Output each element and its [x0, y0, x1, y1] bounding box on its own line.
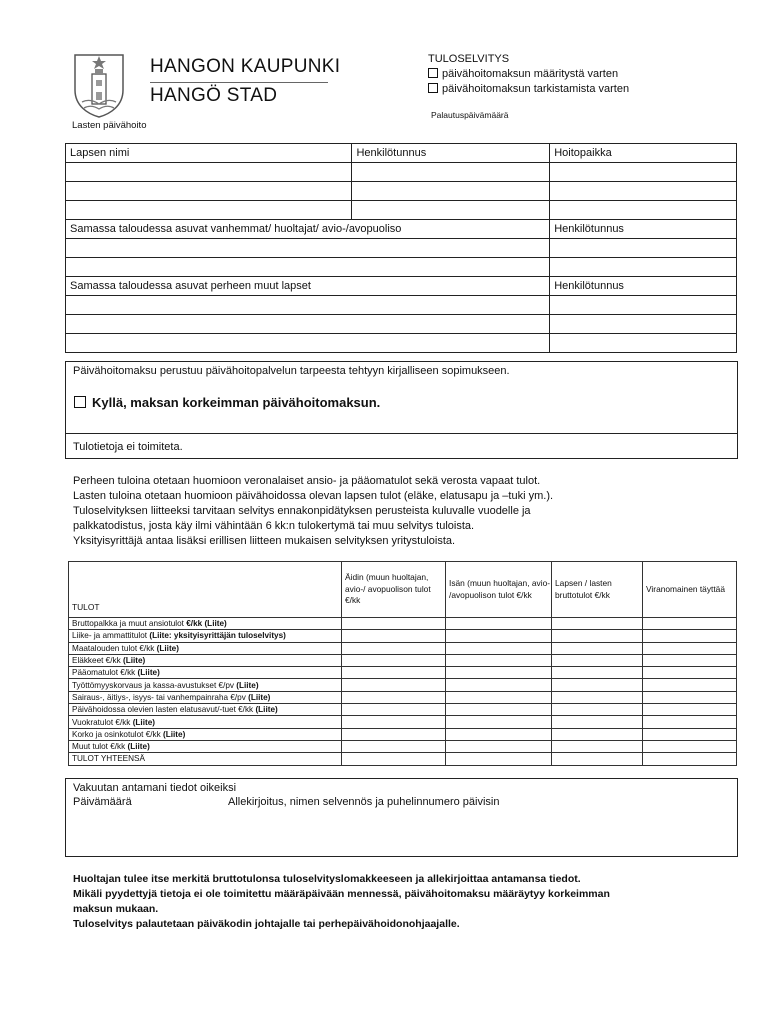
children-value-field[interactable] — [552, 716, 643, 728]
children-value-field[interactable] — [552, 740, 643, 752]
child-id-field[interactable] — [352, 182, 550, 201]
city-name-sv: HANGÖ STAD — [150, 85, 278, 106]
income-label-note: (Liite) — [156, 643, 179, 653]
parents-id-header: Henkilötunnus — [550, 220, 737, 239]
city-crest-logo — [72, 52, 126, 118]
income-label-text: Sairaus-, äitiys-, isyys- tai vanhempainraha €/pv — [72, 692, 246, 702]
income-label-text: Bruttopalkka ja muut ansiotulot — [72, 619, 184, 629]
city-name-fi: HANGON KAUPUNKI — [150, 56, 341, 77]
father-value-field[interactable] — [446, 618, 552, 630]
date-field[interactable] — [72, 813, 212, 851]
official-value-field — [643, 667, 737, 679]
father-value-field[interactable] — [446, 654, 552, 666]
table-row — [69, 704, 737, 716]
instruction-line: Tuloselvityksen liitteeksi tarvitaan selvitys ennakonpidätyksen perusteista kuluvalle vuodelle ja — [73, 505, 531, 517]
father-value-field[interactable] — [446, 728, 552, 740]
income-label — [69, 691, 342, 703]
col-child-name: Lapsen nimi — [66, 144, 352, 163]
table-row — [69, 667, 737, 679]
official-value-field — [643, 728, 737, 740]
instructions — [73, 474, 713, 549]
official-value-field — [643, 642, 737, 654]
income-label — [69, 679, 342, 691]
income-label-note: (Liite) — [132, 717, 155, 727]
official-value-field — [643, 691, 737, 703]
table-row — [69, 691, 737, 703]
children-value-field[interactable] — [552, 654, 643, 666]
col-father: Isän (muun huoltajan, avio- /avopuolison tulot €/kk — [446, 562, 552, 618]
father-value-field[interactable] — [446, 716, 552, 728]
return-date-label: Palautuspäivämäärä — [431, 110, 509, 120]
child-id-field[interactable] — [352, 163, 550, 182]
income-label-text: Vuokratulot €/kk — [72, 717, 131, 727]
form-title: TULOSELVITYS — [428, 53, 510, 65]
table-row — [69, 679, 737, 691]
other-child-name-field[interactable] — [66, 334, 550, 353]
col-child-id: Henkilötunnus — [352, 144, 550, 163]
parents-label: Samassa taloudessa asuvat vanhemmat/ huoltajat/ avio-/avopuoliso — [66, 220, 550, 239]
income-label-note: (Liite) — [236, 680, 259, 690]
city-name-divider — [150, 82, 328, 83]
checkbox-icon[interactable] — [428, 68, 438, 78]
income-label-text: Liike- ja ammattitulot — [72, 631, 148, 641]
table-row — [69, 740, 737, 752]
care-place-field[interactable] — [550, 182, 737, 201]
children-value-field[interactable] — [552, 728, 643, 740]
max-fee-label: Kyllä, maksan korkeimman päivähoitomaksun. — [92, 395, 381, 410]
date-label: Päivämäärä — [73, 796, 132, 808]
children-value-field[interactable] — [552, 691, 643, 703]
official-total-field — [643, 753, 737, 765]
official-value-field — [643, 740, 737, 752]
no-income-text: Tulotietoja ei toimiteta. — [73, 441, 183, 453]
income-table — [68, 561, 737, 766]
other-children-label: Samassa taloudessa asuvat perheen muut lapset — [66, 277, 550, 296]
income-label-note: (Liite) — [163, 729, 186, 739]
children-value-field[interactable] — [552, 704, 643, 716]
table-row — [69, 716, 737, 728]
father-value-field[interactable] — [446, 704, 552, 716]
col-income: TULOT — [69, 562, 342, 618]
table-row — [69, 630, 737, 642]
signature-box — [65, 778, 738, 857]
table-row — [66, 144, 737, 163]
income-label — [69, 654, 342, 666]
table-row — [66, 277, 737, 296]
official-value-field — [643, 654, 737, 666]
father-value-field[interactable] — [446, 667, 552, 679]
income-label — [69, 728, 342, 740]
income-label-text: Eläkkeet €/kk — [72, 656, 121, 666]
table-row — [69, 562, 737, 618]
income-label-note: (Liite) — [255, 705, 278, 715]
mother-value-field[interactable] — [342, 740, 446, 752]
table-row — [66, 239, 737, 258]
mother-value-field[interactable] — [342, 630, 446, 642]
department-label: Lasten päivähoito — [72, 120, 147, 131]
income-label-text: TULOT YHTEENSÄ — [72, 754, 145, 764]
table-row — [69, 642, 737, 654]
note-line: maksun mukaan. — [73, 903, 159, 915]
table-row — [66, 220, 737, 239]
official-value-field — [643, 704, 737, 716]
option-review-label: päivähoitomaksun tarkistamista varten — [442, 83, 630, 95]
mother-value-field[interactable] — [342, 654, 446, 666]
child-name-field[interactable] — [66, 201, 352, 220]
children-value-field[interactable] — [552, 630, 643, 642]
mother-value-field[interactable] — [342, 667, 446, 679]
income-label-note: (Liite) — [137, 668, 160, 678]
father-value-field[interactable] — [446, 642, 552, 654]
official-value-field — [643, 716, 737, 728]
instruction-line: palkkatodistus, josta käy ilmi vähintään 6 kk:n tulokertymä tai muu selvitys tuloista. — [73, 520, 475, 532]
option-determination-label: päivähoitomaksun määritystä varten — [442, 68, 619, 80]
table-row — [69, 753, 737, 765]
official-value-field — [643, 630, 737, 642]
agreement-text: Päivähoitomaksu perustuu päivähoitopalvelun tarpeesta tehtyyn kirjalliseen sopimukseen. — [73, 365, 510, 377]
care-place-field[interactable] — [550, 163, 737, 182]
other-child-name-field[interactable] — [66, 296, 550, 315]
table-row — [66, 296, 737, 315]
parent-name-field[interactable] — [66, 258, 550, 277]
income-label-note: (Liite) — [122, 656, 146, 666]
income-label-note: €/kk (Liite) — [186, 619, 227, 629]
income-label-text: Päivähoidossa olevien lasten elatusavut/-tuet €/kk — [72, 705, 254, 715]
table-row — [69, 728, 737, 740]
official-value-field — [643, 618, 737, 630]
option-review[interactable] — [428, 82, 629, 97]
table-row — [66, 201, 737, 220]
income-total-label — [69, 753, 342, 765]
mother-value-field[interactable] — [342, 642, 446, 654]
household-table — [65, 143, 737, 353]
children-value-field[interactable] — [552, 618, 643, 630]
child-name-field[interactable] — [66, 163, 352, 182]
child-id-field[interactable] — [352, 201, 550, 220]
income-label — [69, 667, 342, 679]
father-value-field[interactable] — [446, 679, 552, 691]
final-notes — [73, 872, 713, 932]
instruction-line: Yksityisyrittäjä antaa lisäksi erillisen liitteen mukaisen selvityksen yritystuloista. — [73, 535, 456, 547]
note-line: Huoltajan tulee itse merkitä bruttotulonsa tuloselvityslomakkeeseen ja allekirjoittaa antamansa tiedot. — [73, 873, 581, 885]
instruction-line: Perheen tuloina otetaan huomioon veronalaiset ansio- ja pääomatulot sekä verosta vapaat tulot. — [73, 475, 541, 487]
income-label-note: (Liite: yksityisyrittäjän tuloselvitys) — [149, 631, 286, 641]
income-label-note: (Liite) — [127, 742, 150, 752]
mother-value-field[interactable] — [342, 716, 446, 728]
child-name-field[interactable] — [66, 182, 352, 201]
col-care-place: Hoitopaikka — [550, 144, 737, 163]
max-fee-option[interactable] — [74, 395, 380, 410]
father-total-field[interactable] — [446, 753, 552, 765]
instruction-line: Lasten tuloina otetaan huomioon päivähoidossa olevan lapsen tulot (eläke, elatusapu ja –tuki ym.). — [73, 490, 554, 502]
income-label — [69, 642, 342, 654]
note-line: Tuloselvitys palautetaan päiväkodin johtajalle tai perhepäivähoidonohjaajalle. — [73, 918, 460, 930]
mother-value-field[interactable] — [342, 679, 446, 691]
income-label — [69, 618, 342, 630]
option-determination[interactable] — [428, 67, 629, 82]
income-label — [69, 716, 342, 728]
father-value-field[interactable] — [446, 630, 552, 642]
table-row — [66, 258, 737, 277]
table-row — [66, 182, 737, 201]
checkbox-icon[interactable] — [428, 83, 438, 93]
care-place-field[interactable] — [550, 201, 737, 220]
children-total-field[interactable] — [552, 753, 643, 765]
note-line: Mikäli pyydettyjä tietoja ei ole toimitettu määräpäivään mennessä, päivähoitomaksu määräytyy korkeimman — [73, 888, 610, 900]
parent-id-field[interactable] — [550, 258, 737, 277]
signature-field[interactable] — [226, 813, 726, 851]
table-row — [66, 315, 737, 334]
other-child-id-field[interactable] — [550, 296, 737, 315]
father-value-field[interactable] — [446, 740, 552, 752]
official-value-field — [643, 679, 737, 691]
income-label-text: Korko ja osinkotulot €/kk — [72, 729, 161, 739]
form-header — [428, 52, 629, 97]
income-label-text: Muut tulot €/kk — [72, 742, 126, 752]
col-official: Viranomainen täyttää — [643, 562, 737, 618]
parent-name-field[interactable] — [66, 239, 550, 258]
children-value-field[interactable] — [552, 642, 643, 654]
income-label-text: Maatalouden tulot €/kk — [72, 643, 155, 653]
checkbox-icon[interactable] — [74, 396, 86, 408]
table-row — [66, 163, 737, 182]
parent-id-field[interactable] — [550, 239, 737, 258]
mother-value-field[interactable] — [342, 704, 446, 716]
mother-value-field[interactable] — [342, 728, 446, 740]
divider — [66, 433, 737, 434]
father-value-field[interactable] — [446, 691, 552, 703]
income-label — [69, 630, 342, 642]
assurance-text: Vakuutan antamani tiedot oikeiksi — [73, 782, 237, 794]
col-mother: Äidin (muun huoltajan, avio-/ avopuolison tulot €/kk — [342, 562, 446, 618]
mother-value-field[interactable] — [342, 691, 446, 703]
income-label-text: Pääomatulot €/kk — [72, 668, 136, 678]
table-row — [69, 654, 737, 666]
other-child-name-field[interactable] — [66, 315, 550, 334]
mother-value-field[interactable] — [342, 618, 446, 630]
table-row — [69, 618, 737, 630]
income-label — [69, 740, 342, 752]
income-label-note: (Liite) — [248, 692, 271, 702]
children-value-field[interactable] — [552, 679, 643, 691]
agreement-box — [65, 361, 738, 459]
mother-total-field[interactable] — [342, 753, 446, 765]
other-children-id-header: Henkilötunnus — [550, 277, 737, 296]
income-label — [69, 704, 342, 716]
other-child-id-field[interactable] — [550, 334, 737, 353]
income-label-text: Työttömyyskorvaus ja kassa-avustukset €/pv — [72, 680, 234, 690]
col-children: Lapsen / lasten bruttotulot €/kk — [552, 562, 643, 618]
table-row — [66, 334, 737, 353]
children-value-field[interactable] — [552, 667, 643, 679]
signature-label: Allekirjoitus, nimen selvennös ja puhelinnumero päivisin — [228, 796, 500, 808]
other-child-id-field[interactable] — [550, 315, 737, 334]
